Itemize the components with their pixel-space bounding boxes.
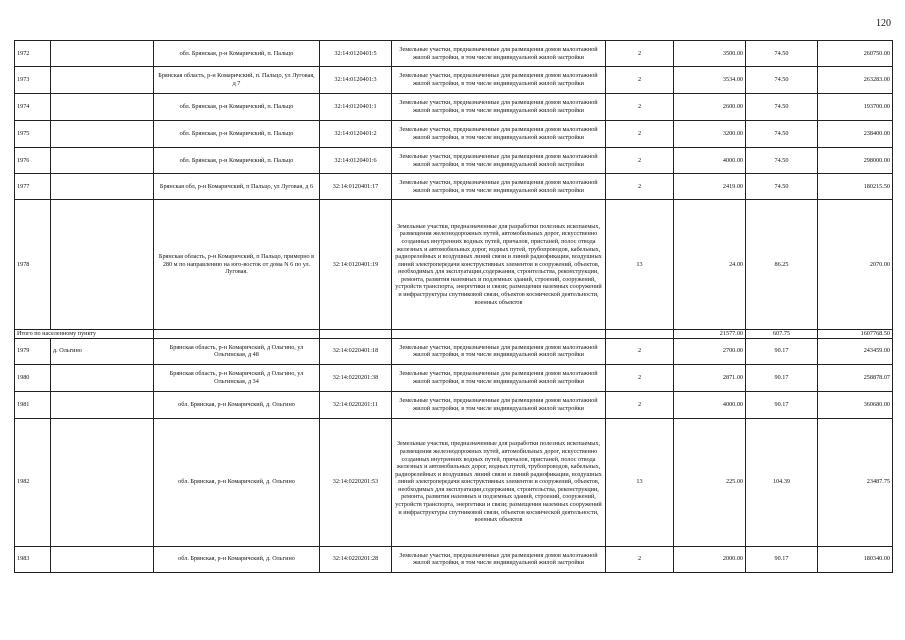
cadastral-number-cell: 32:14:0120401:2 (320, 121, 392, 148)
area-cell: 3534.00 (674, 67, 746, 94)
group-cell: 2 (606, 546, 674, 572)
total-value: 1607768.50 (818, 330, 893, 339)
cadastral-value-cell: 258878.07 (818, 364, 893, 391)
land-use-cell: Земельные участки, предназначенные для размещения домов малоэтажной жилой застройки, в том числе индивидуальной жилой застройки (392, 364, 606, 391)
area-cell: 2600.00 (674, 94, 746, 121)
group-cell: 2 (606, 94, 674, 121)
group-cell: 2 (606, 148, 674, 174)
table-row (15, 67, 893, 94)
page-number: 120 (876, 18, 891, 29)
area-cell: 3200.00 (674, 121, 746, 148)
address-cell: обл. Брянская, р-н Комаричский, п. Пальцо (154, 121, 320, 148)
row-number: 1975 (15, 121, 51, 148)
rate-cell: 90.17 (746, 391, 818, 418)
address-cell: обл. Брянская, р-н Комаричский, д. Ольгино (154, 546, 320, 572)
row-number: 1973 (15, 67, 51, 94)
area-cell: 4000.00 (674, 391, 746, 418)
table-row (15, 200, 893, 330)
cadastral-value-cell: 243459.00 (818, 338, 893, 364)
area-cell: 4000.00 (674, 148, 746, 174)
total-rate: 607.75 (746, 330, 818, 339)
rate-cell: 74.50 (746, 41, 818, 67)
settlement-cell (51, 418, 154, 546)
land-use-cell: Земельные участки, предназначенные для разработки полезных ископаемых, размещения железнодорожных путей, автомобильных дорог, искусственно созданных внутренних водных путей, причалов, пристаней, полос отвода железных и автомобильных дорог, водных путей, трубопроводов, кабельных, радиорелейных и воздушных линий связи и линий радиофикации, воздушных линий электропередачи конструктивных элементов и сооружений, объектов, необходимых для эксплуатации,содержания, строительства, реконструкции, ремонта, развития наземных и подземных зданий, строений, сооружений, устройств транспорта, энергетики и связи; размещения наземных сооружений и инфраструктуры спутниковой связи, объектов космической деятельности, военных объектов (392, 418, 606, 546)
cadastral-value-cell: 263283.00 (818, 67, 893, 94)
land-use-cell: Земельные участки, предназначенные для размещения домов малоэтажной жилой застройки, в том числе индивидуальной жилой застройки (392, 41, 606, 67)
rate-cell: 90.17 (746, 364, 818, 391)
settlement-cell (51, 391, 154, 418)
rate-cell: 74.50 (746, 148, 818, 174)
rows-before (15, 41, 893, 330)
total-label: Итого по населенному пункту (15, 330, 154, 339)
land-use-cell: Земельные участки, предназначенные для размещения домов малоэтажной жилой застройки, в том числе индивидуальной жилой застройки (392, 67, 606, 94)
land-registry-table (14, 40, 893, 573)
cadastral-number-cell: 32:14:0220201:53 (320, 418, 392, 546)
row-number: 1979 (15, 338, 51, 364)
rate-cell: 86.25 (746, 200, 818, 330)
total-empty-cell (392, 330, 606, 339)
settlement-cell (51, 364, 154, 391)
settlement-total (15, 330, 893, 339)
settlement-cell (51, 546, 154, 572)
rate-cell: 74.50 (746, 94, 818, 121)
address-cell: Брянская область, р-н Комаричский, д Ольгино, ул Ольгинская, д 48 (154, 338, 320, 364)
group-cell: 2 (606, 67, 674, 94)
table-row (15, 148, 893, 174)
land-use-cell: Земельные участки, предназначенные для размещения домов малоэтажной жилой застройки, в том числе индивидуальной жилой застройки (392, 174, 606, 200)
table-row (15, 174, 893, 200)
total-empty-cell (154, 330, 320, 339)
settlement-cell (51, 94, 154, 121)
table-row (15, 338, 893, 364)
address-cell: обл. Брянская, р-н Комаричский, п. Пальцо (154, 148, 320, 174)
area-cell: 225.00 (674, 418, 746, 546)
cadastral-number-cell: 32:14:0120401:5 (320, 41, 392, 67)
address-cell: обл. Брянская, р-н Комаричский, п. Пальцо (154, 94, 320, 121)
cadastral-number-cell: 32:14:0220401:18 (320, 338, 392, 364)
group-cell: 2 (606, 364, 674, 391)
cadastral-value-cell: 260750.00 (818, 41, 893, 67)
address-cell: Брянская область, р-н Комаричский, п Пальцо, примерно в 280 м по направлению на юго-восток от дома N 6 по ул. Луговая. (154, 200, 320, 330)
settlement-name: д. Ольгино (51, 338, 154, 364)
table-row (15, 121, 893, 148)
area-cell: 2419.00 (674, 174, 746, 200)
cadastral-number-cell: 32:14:0120401:1 (320, 94, 392, 121)
cadastral-number-cell: 32:14:0120401:17 (320, 174, 392, 200)
row-number: 1980 (15, 364, 51, 391)
rate-cell: 90.17 (746, 546, 818, 572)
row-number: 1982 (15, 418, 51, 546)
settlement-cell (51, 200, 154, 330)
total-area: 21577.00 (674, 330, 746, 339)
cadastral-value-cell: 180340.00 (818, 546, 893, 572)
land-use-cell: Земельные участки, предназначенные для размещения домов малоэтажной жилой застройки, в том числе индивидуальной жилой застройки (392, 94, 606, 121)
group-cell: 2 (606, 174, 674, 200)
address-cell: Брянская обл, р-н Комаричский, п Пальцо, ул Луговая, д 6 (154, 174, 320, 200)
rate-cell: 74.50 (746, 67, 818, 94)
cadastral-value-cell: 298000.00 (818, 148, 893, 174)
cadastral-value-cell: 2070.00 (818, 200, 893, 330)
rate-cell: 74.50 (746, 174, 818, 200)
cadastral-number-cell: 32:14:0220201:38 (320, 364, 392, 391)
rate-cell: 74.50 (746, 121, 818, 148)
cadastral-number-cell: 32:14:0120401:6 (320, 148, 392, 174)
settlement-cell (51, 41, 154, 67)
address-cell: обл. Брянская, р-н Комаричский, п. Пальцо (154, 41, 320, 67)
table-row (15, 418, 893, 546)
settlement-cell (51, 121, 154, 148)
group-cell: 2 (606, 41, 674, 67)
total-row (15, 330, 893, 339)
settlement-cell (51, 174, 154, 200)
cadastral-number-cell: 32:14:0120401:19 (320, 200, 392, 330)
land-use-cell: Земельные участки, предназначенные для размещения домов малоэтажной жилой застройки, в том числе индивидуальной жилой застройки (392, 148, 606, 174)
row-number: 1978 (15, 200, 51, 330)
area-cell: 2000.00 (674, 546, 746, 572)
land-use-cell: Земельные участки, предназначенные для разработки полезных ископаемых, размещения железнодорожных путей, автомобильных дорог, искусственно созданных внутренних водных путей, причалов, пристаней, полос отвода железных и автомобильных дорог, водных путей, трубопроводов, кабельных, радиорелейных и воздушных линий связи и линий радиофикации, воздушных линий электропередачи конструктивных элементов и сооружений, объектов, необходимых для эксплуатации,содержания, строительства, реконструкции, ремонта, развития наземных и подземных зданий, строений, сооружений, устройств транспорта, энергетики и связи; размещения наземных сооружений и инфраструктуры спутниковой связи, объектов космической деятельности, военных объектов (392, 200, 606, 330)
row-number: 1974 (15, 94, 51, 121)
group-cell: 2 (606, 338, 674, 364)
area-cell: 2700.00 (674, 338, 746, 364)
row-number: 1977 (15, 174, 51, 200)
cadastral-number-cell: 32:14:0220201:11 (320, 391, 392, 418)
table-row (15, 364, 893, 391)
area-cell: 2871.00 (674, 364, 746, 391)
group-cell: 2 (606, 121, 674, 148)
land-use-cell: Земельные участки, предназначенные для размещения домов малоэтажной жилой застройки, в том числе индивидуальной жилой застройки (392, 391, 606, 418)
address-cell: обл. Брянская, р-н Комаричский, д. Ольгино (154, 391, 320, 418)
rate-cell: 104.39 (746, 418, 818, 546)
settlement-cell (51, 67, 154, 94)
rate-cell: 90.17 (746, 338, 818, 364)
row-number: 1972 (15, 41, 51, 67)
land-use-cell: Земельные участки, предназначенные для размещения домов малоэтажной жилой застройки, в том числе индивидуальной жилой застройки (392, 121, 606, 148)
area-cell: 24.00 (674, 200, 746, 330)
cadastral-number-cell: 32:14:0120401:3 (320, 67, 392, 94)
rows-after (15, 338, 893, 572)
land-use-cell: Земельные участки, предназначенные для размещения домов малоэтажной жилой застройки, в том числе индивидуальной жилой застройки (392, 546, 606, 572)
group-cell: 2 (606, 391, 674, 418)
address-cell: Брянская область, р-н Комаричский, д Ольгино, ул Ольгинская, д 34 (154, 364, 320, 391)
address-cell: Брянская область, р-н Комаричский, п. Пальцо, ул Луговая, д 7 (154, 67, 320, 94)
table-row (15, 94, 893, 121)
row-number: 1976 (15, 148, 51, 174)
total-empty-cell (606, 330, 674, 339)
cadastral-value-cell: 180215.50 (818, 174, 893, 200)
group-cell: 13 (606, 200, 674, 330)
group-cell: 13 (606, 418, 674, 546)
total-empty-cell (320, 330, 392, 339)
row-number: 1983 (15, 546, 51, 572)
table-row (15, 546, 893, 572)
cadastral-value-cell: 193700.00 (818, 94, 893, 121)
cadastral-value-cell: 23487.75 (818, 418, 893, 546)
land-use-cell: Земельные участки, предназначенные для размещения домов малоэтажной жилой застройки, в том числе индивидуальной жилой застройки (392, 338, 606, 364)
settlement-cell (51, 148, 154, 174)
area-cell: 3500.00 (674, 41, 746, 67)
cadastral-value-cell: 360680.00 (818, 391, 893, 418)
cadastral-value-cell: 238400.00 (818, 121, 893, 148)
row-number: 1981 (15, 391, 51, 418)
cadastral-number-cell: 32:14:0220201:28 (320, 546, 392, 572)
address-cell: обл. Брянская, р-н Комаричский, д. Ольгино (154, 418, 320, 546)
table-row (15, 41, 893, 67)
table-row (15, 391, 893, 418)
